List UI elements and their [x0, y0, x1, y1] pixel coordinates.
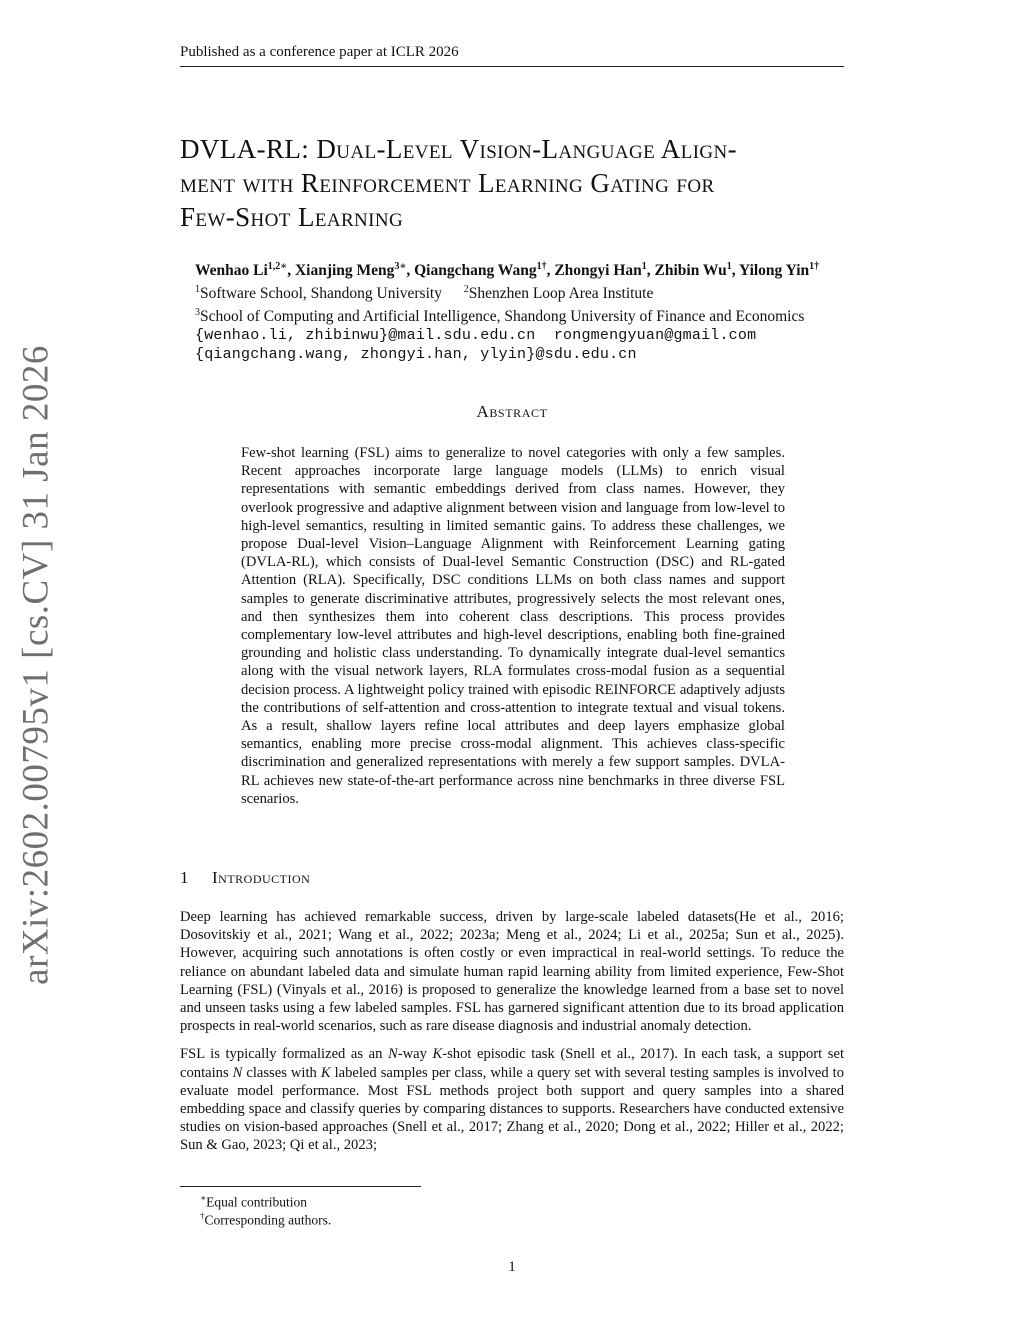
title-line: ment with Reinforcement Learning Gating for — [180, 168, 715, 198]
author-list: Wenhao $Li^{1,2∗}$, Xianjing Meng$^{3∗}$, Qiangchang Wang$^{1\dagger}$, Zhongyi Han$^1$, Zhibin Wu$^1$, Yilong Yin$^{1\dagger}$ — [195, 261, 820, 280]
section-number: 1 — [180, 868, 189, 887]
affiliation: Shenzhen Loop Area Institute — [468, 285, 654, 303]
abstract-heading: Abstract — [476, 402, 548, 421]
affiliation-mark: 1 — [195, 284, 200, 296]
author-name: Qiangchang Wang — [414, 262, 537, 280]
author-mark: 1† — [809, 261, 820, 272]
section-title: Introduction — [212, 868, 311, 887]
abstract — [241, 444, 785, 808]
paragraph: Deep learning has achieved remarkable success, driven by large-scale labeled datasets(He et al., 2016; Dosovitskiy et al., 2021; Wang et al., 2022; 2023a; Meng et al., 2024; Li et al., 2025a; Sun et al., 2025). However, acquiring such annotations is often costly or even impractical in real-world settings. To reduce the reliance on abundant labeled data and simulate human rapid learning ability from limited experience, Few-Shot Learning (FSL) (Vinyals et al., 2016) is proposed to generalize the knowledge learned from a base set to novel and unseen tasks using a few labeled samples. FSL has garnered significant attention due to its broad application prospects in real-world scenarios, such as rare disease diagnosis and industrial anomaly detection. — [180, 909, 844, 1035]
paragraph — [180, 1045, 844, 1154]
author-mark: 3∗ — [394, 261, 407, 272]
arxiv-stamp — [8, 344, 64, 985]
author-name: Xianjing Meng — [294, 262, 395, 280]
text-run: FSL is typically formalized as an — [180, 1046, 389, 1063]
author-name: Wenhao Li — [195, 262, 268, 280]
author-name: Zhongyi Han — [554, 262, 642, 280]
author-name: Zhibin Wu — [654, 262, 727, 280]
footnote-mark: † — [200, 1211, 205, 1221]
paper-title — [180, 132, 860, 234]
author-mark: 1† — [536, 261, 547, 272]
author-mark: 1 — [641, 261, 647, 272]
affiliation-line — [195, 280, 895, 303]
affiliation-mark: 2 — [463, 284, 469, 296]
footnote-text: Corresponding authors. — [204, 1212, 332, 1228]
author-block — [195, 257, 895, 364]
author-mark: 1,2∗ — [267, 261, 288, 272]
section-heading — [180, 868, 844, 888]
text-run: -way — [397, 1046, 433, 1063]
math-var: K — [320, 1064, 331, 1081]
footnote — [200, 1208, 331, 1229]
text-run: -shot episodic task (Snell et al., 2017). In each task, a support set contains — [180, 1046, 844, 1081]
email-line[interactable]: {qiangchang.wang, zhongyi.han, ylyin}@sdu.edu.cn — [195, 346, 637, 364]
running-header: Published as a conference paper at ICLR 2026 — [180, 44, 844, 67]
math-var: N — [388, 1046, 398, 1063]
math-var: K — [432, 1046, 443, 1063]
page-number: 1 — [508, 1259, 516, 1275]
text-run: classes with — [242, 1064, 321, 1081]
math-var: N — [232, 1064, 243, 1081]
footnote-rule — [180, 1186, 421, 1187]
affiliation-line — [195, 303, 895, 326]
author-mark: 1 — [726, 261, 732, 272]
abstract-text: Few-shot learning (FSL) aims to generalize to novel categories with only a few samples. Recent approaches incorporate large language models (LLMs) to enrich visual representations with semantic embeddings derived from class names. However, they overlook progressive and adaptive alignment between vision and language from low-level to high-level semantics, resulting in limited semantic gains. To address these challenges, we propose Dual-level Vision–Language Alignment with Reinforcement Learning gating (DVLA-RL), which consists of Dual-level Semantic Construction (DSC) and RL-gated Attention (RLA). Specifically, DSC conditions LLMs on both class names and support samples to generate discriminative attributes, progressively selects the most relevant ones, and then synthesizes them into coherent class descriptions. This process provides complementary low-level attributes and high-level descriptions, enabling both fine-grained grounding and holistic class understanding. To dynamically integrate dual-level semantics along with the visual network layers, RLA formulates cross-modal fusion as a sequential decision process. A lightweight policy trained with episodic REINFORCE adaptively adjusts the contributions of self-attention and cross-attention to integrate textual and visual tokens. As a result, shallow layers refine local attributes and deep layers emphasize global semantics, enabling more precise cross-modal alignment. This achieves class-specific discrimination and generalized representations with merely a few support samples. DVLA-RL achieves new state-of-the-art performance across nine benchmarks in three diverse FSL scenarios. — [241, 445, 785, 807]
affiliation-mark: 3 — [195, 307, 200, 319]
footnote-mark: ∗ — [200, 1193, 207, 1203]
text-run: labeled samples per class, while a query set with several testing samples is involved to evaluate model performance. Most FSL methods project both support and query samples into a shared embedding space and classify queries by comparing distances to supports. Researchers have conducted extensive studies on vision-based approaches (Snell et al., 2017; Zhang et al., 2020; Dong et al., 2022; Hiller et al., 2022; Sun & Gao, 2023; Qi et al., 2023; — [180, 1064, 844, 1154]
arxiv-id: arXiv:2602.00795v1 [cs.CV] 31 Jan 2026 — [15, 344, 57, 985]
author-name: Yilong Yin — [738, 262, 810, 280]
affiliation: Software School, Shandong University — [200, 285, 442, 303]
title-line: Few-Shot Learning — [180, 202, 404, 232]
footnote-text: Equal contribution — [206, 1194, 307, 1210]
body-text — [180, 908, 844, 1165]
title-line: DVLA-RL: Dual-Level Vision-Language Align- — [180, 134, 738, 164]
affiliation: School of Computing and Artificial Intelligence, Shandong University of Finance and Economics — [200, 308, 805, 326]
email-line[interactable]: {wenhao.li, zhibinwu}@mail.sdu.edu.cn rongmengyuan@gmail.com — [195, 327, 757, 345]
